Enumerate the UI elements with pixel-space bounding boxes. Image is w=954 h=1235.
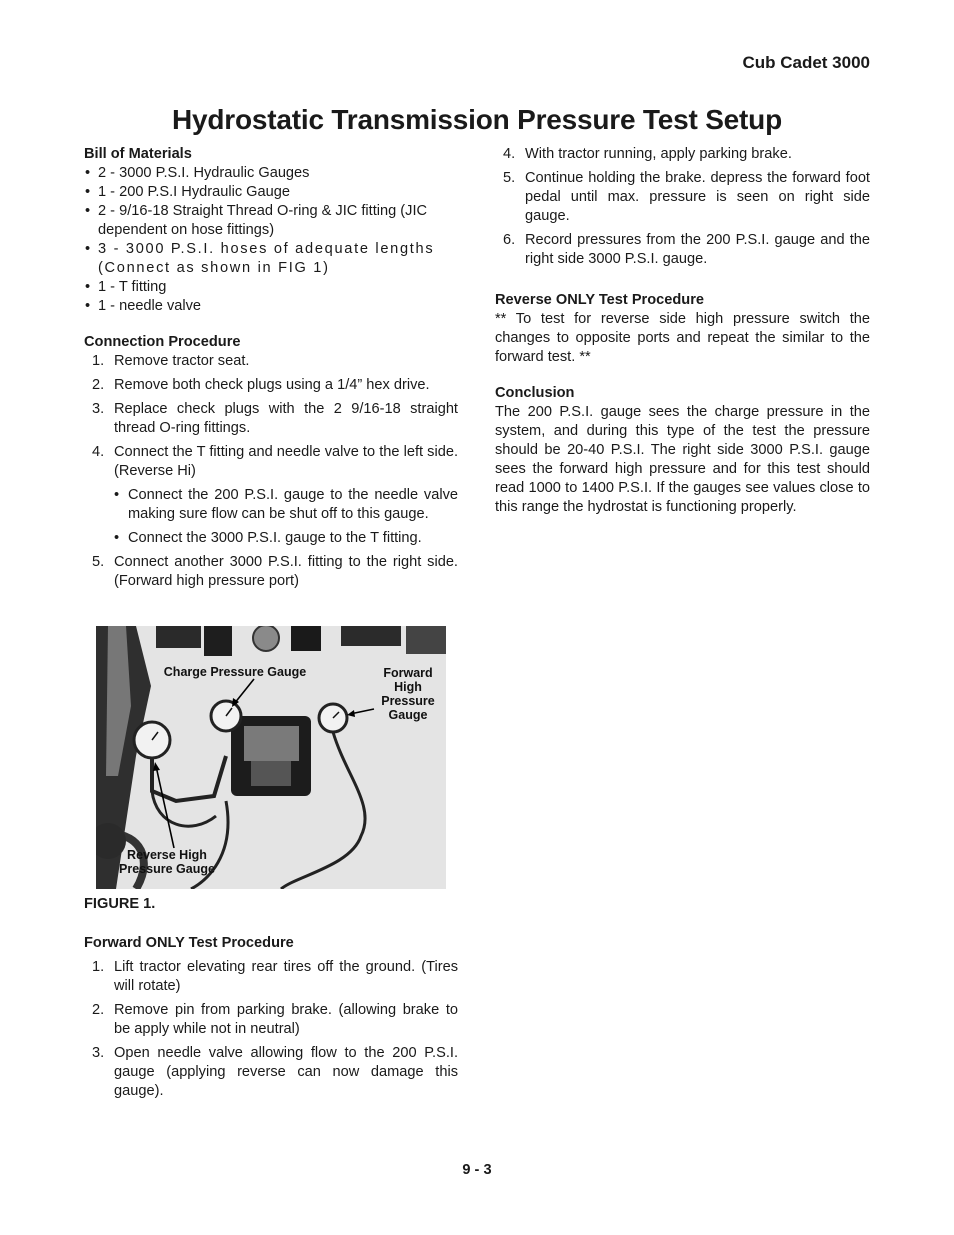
reverse-gauge-label: Reverse High Pressure Gauge [119,848,215,876]
list-item: • 2 - 9/16-18 Straight Thread O-ring & JIC fitting (JIC dependent on hose fittings) [84,202,458,240]
list-item: • 2 - 3000 P.S.I. Hydraulic Gauges [84,164,458,183]
list-item [84,376,458,395]
step-text: Connect another 3000 P.S.I. fitting to the right side. (Forward high pressure port) [114,554,458,589]
step-number: 2. [92,377,105,393]
bom-heading: Bill of Materials [84,146,192,162]
step-number: 5. [503,170,516,186]
right-column [495,145,870,517]
list-item [84,352,458,371]
step-text: Lift tractor elevating rear tires off the ground. (Tires will rotate) [114,959,458,994]
conclusion-text: The 200 P.S.I. gauge sees the charge pressure in the system, and during this type of the test the pressure should be 20-40 P.S.I. The right side 3000 P.S.I. gauge sees the forward high pressure and for this test should read 1000 to 1400 P.S.I. If the gauges see values close to this range the hydrostat is functioning properly. [495,404,870,515]
step-number: 2. [92,1002,105,1018]
sub-steps [114,486,458,548]
step-number: 6. [503,232,516,248]
conclusion-heading: Conclusion [495,385,575,401]
step-text: With tractor running, apply parking brake. [525,146,792,162]
step-number: 1. [92,959,105,975]
step-number: 5. [92,554,105,570]
bom-list [84,164,458,316]
step-text: Continue holding the brake. depress the forward foot pedal until max. pressure is seen on right side gauge. [525,170,870,224]
page-number: 9 - 3 [462,1162,492,1178]
list-item [84,443,458,548]
step-number: 4. [503,146,516,162]
step-text: Remove pin from parking brake. (allowing brake to be apply while not in neutral) [114,1002,458,1037]
list-item [84,1044,458,1101]
list-item [84,553,458,591]
forward-test-heading: Forward ONLY Test Procedure [84,935,294,951]
step-text: Record pressures from the 200 P.S.I. gauge and the right side 3000 P.S.I. gauge. [525,232,870,267]
reverse-test-heading: Reverse ONLY Test Procedure [495,292,705,308]
step-text: Remove tractor seat. [114,353,250,369]
connection-heading: Connection Procedure [84,334,241,350]
list-item: • 1 - T fitting [84,278,458,297]
list-item: • 1 - 200 P.S.I Hydraulic Gauge [84,183,458,202]
list-item [84,1001,458,1039]
forward-steps-left [84,958,458,1101]
step-text: Remove both check plugs using a 1/4” hex drive. [114,377,430,393]
step-number: 3. [92,1045,105,1061]
list-item [495,145,870,164]
list-item [495,231,870,269]
list-item: • Connect the 200 P.S.I. gauge to the needle valve making sure flow can be shut off to this gauge. [114,486,458,524]
step-text: Replace check plugs with the 2 9/16-18 straight thread O-ring fittings. [114,401,458,436]
forward-test-section [84,934,458,1106]
left-column [84,145,458,596]
list-item: • Connect the 3000 P.S.I. gauge to the T fitting. [114,529,458,548]
brand-header: Cub Cadet 3000 [742,53,870,72]
list-item: • 1 - needle valve [84,297,458,316]
connection-steps [84,352,458,591]
step-number: 1. [92,353,105,369]
step-number: 4. [92,444,105,460]
step-number: 3. [92,401,105,417]
step-text: Connect the T fitting and needle valve to the left side. (Reverse Hi) [114,444,458,479]
figure-caption: FIGURE 1. [84,896,156,912]
charge-gauge-label: Charge Pressure Gauge [163,665,307,679]
list-item [84,400,458,438]
list-item: • 3 - 3000 P.S.I. hoses of adequate lengths (Connect as shown in FIG 1) [84,240,458,278]
page-title: Hydrostatic Transmission Pressure Test Setup [171,104,782,135]
list-item [495,169,870,226]
forward-gauge-label: Forward High Pressure Gauge [381,666,435,722]
list-item [84,958,458,996]
reverse-test-text: ** To test for reverse side high pressure switch the changes to opposite ports and repeat the similar to the forward test. ** [495,311,870,365]
step-text: Open needle valve allowing flow to the 200 P.S.I. gauge (applying reverse can now damage this gauge). [114,1045,458,1099]
forward-steps-right [495,145,870,269]
